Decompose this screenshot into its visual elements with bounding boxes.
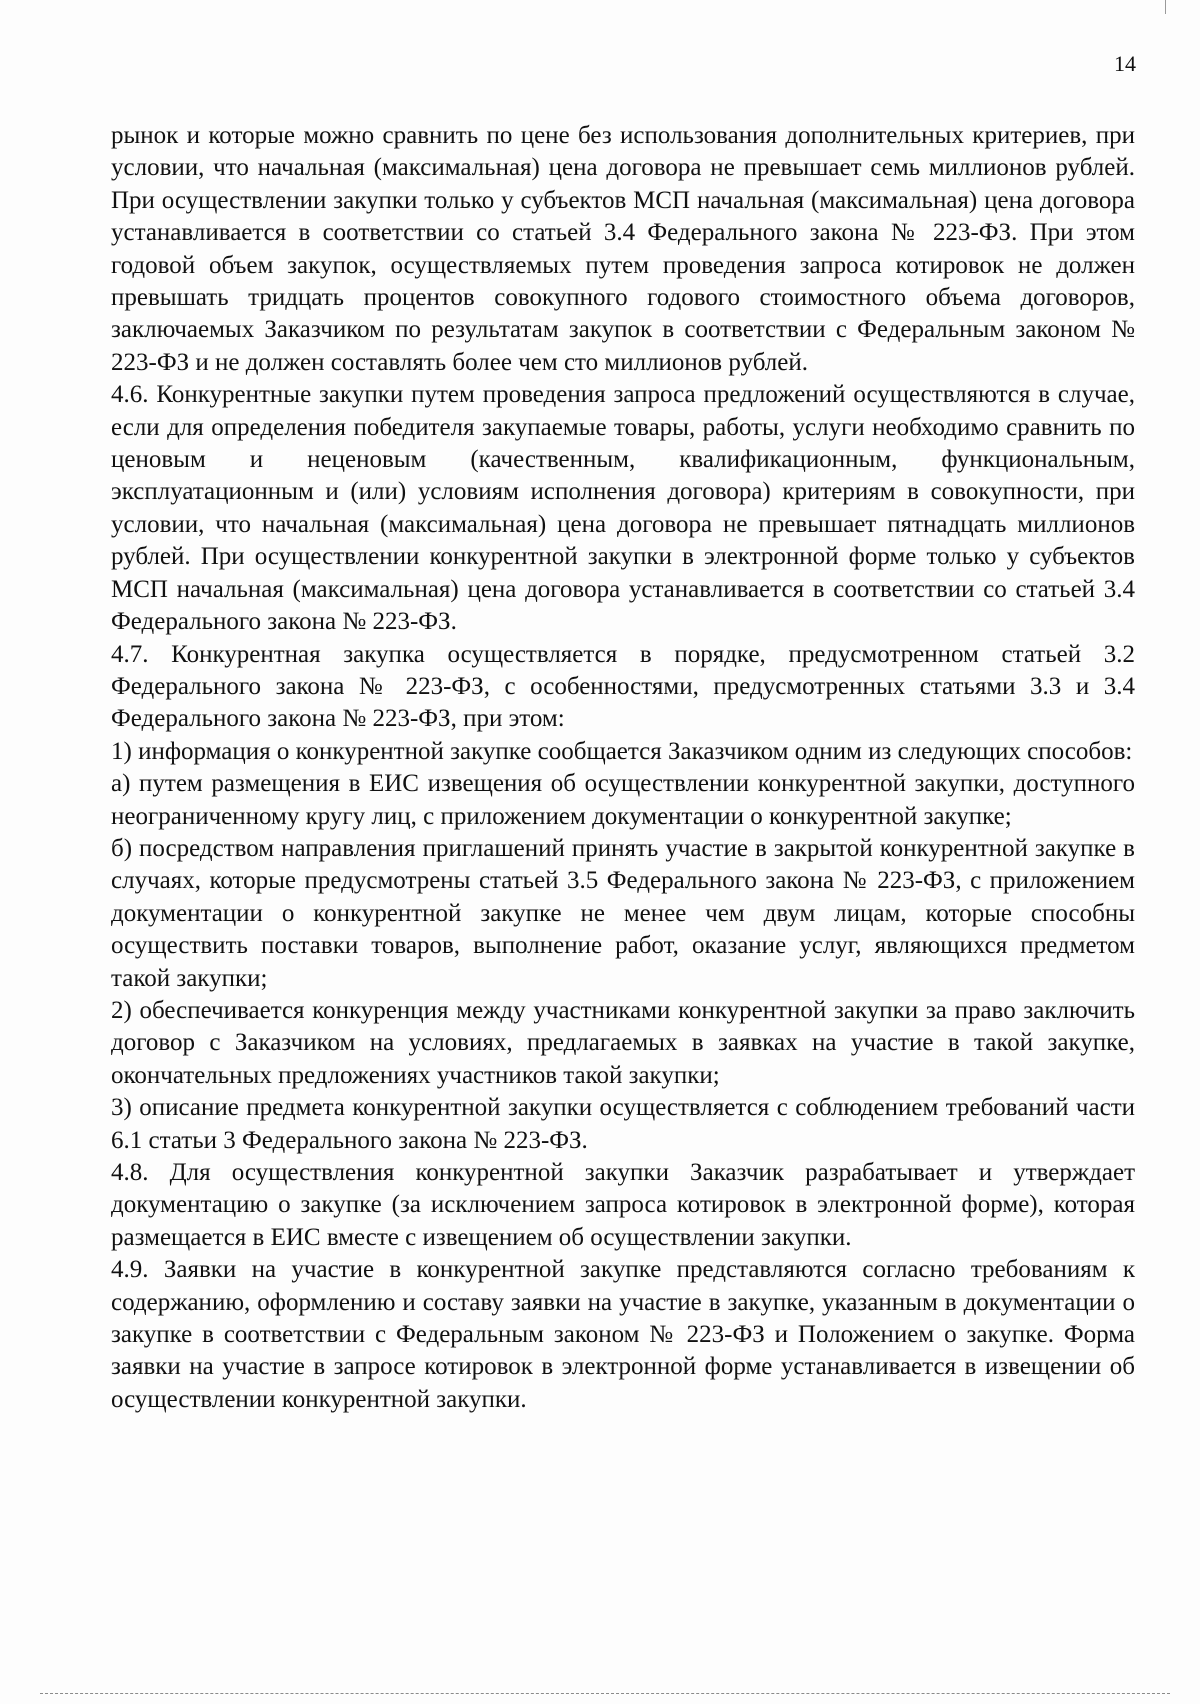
- paragraph-item-3: 3) описание предмета конкурентной закупки осуществляется с соблюдением требований части 6.1 статьи 3 Федерального закона № 223-ФЗ.: [111, 1094, 1135, 1154]
- paragraph-item-1b: б) посредством направления приглашений принять участие в закрытой конкурентной закупке в случаях, которые предусмотрены статьей 3.5 Федерального закона № 223-ФЗ, с приложением документации о конкурентной закупке не менее чем двум лицам, которые способны осуществить поставки товаров, выполнение работ, оказание услуг, являющихся предметом такой закупки;: [111, 834, 1135, 992]
- scan-edge-mark: [1165, 0, 1166, 14]
- paragraph-continuation: рынок и которые можно сравнить по цене без использования дополнительных критериев, при условии, что начальная (максимальная) цена договора не превышает семь миллионов рублей. При осуществлении закупки только у субъектов МСП начальная (максимальная) цена договора устанавливается в соответствии со статьей 3.4 Федерального закона № 223-ФЗ. При этом годовой объем закупок, осуществляемых путем проведения запроса котировок не должен превышать тридцать процентов совокупного годового стоимостного объема договоров, заключаемых Заказчиком по результатам закупок в соответствии с Федеральным законом № 223-ФЗ и не должен составлять более чем сто миллионов рублей.: [111, 122, 1135, 376]
- paragraph-4-6: 4.6. Конкурентные закупки путем проведения запроса предложений осуществляются в случае, если для определения победителя закупаемые товары, работы, услуги необходимо сравнить по ценовым и неценовым (качественным, квалификационным, функциональным, эксплуатационным и (или) условиям исполнения договора) критериям в совокупности, при условии, что начальная (максимальная) цена договора не превышает пятнадцать миллионов рублей. При осуществлении конкурентной закупки в электронной форме только у субъектов МСП начальная (максимальная) цена договора устанавливается в соответствии со статьей 3.4 Федерального закона № 223-ФЗ.: [111, 381, 1135, 636]
- scan-bottom-line: [40, 1693, 1170, 1694]
- paragraph-item-1: 1) информация о конкурентной закупке сообщается Заказчиком одним из следующих способов:: [111, 737, 1133, 765]
- paragraph-4-7: 4.7. Конкурентная закупка осуществляется в порядке, предусмотренном статьей 3.2 Федерального закона № 223-ФЗ, с особенностями, предусмотренных статьями 3.3 и 3.4 Федерального закона № 223-ФЗ, при этом:: [111, 640, 1135, 733]
- document-body: [111, 120, 1135, 1416]
- paragraph-item-1a: а) путем размещения в ЕИС извещения об осуществлении конкурентной закупки, доступного неограниченному кругу лиц, с приложением документации о конкурентной закупке;: [111, 770, 1135, 830]
- paragraph-4-9: 4.9. Заявки на участие в конкурентной закупке представляются согласно требованиям к содержанию, оформлению и составу заявки на участие в закупке, указанным в документации о закупке в соответствии с Федеральным законом № 223-ФЗ и Положением о закупке. Форма заявки на участие в запросе котировок в электронной форме устанавливается в извещении об осуществлении конкурентной закупки.: [111, 1256, 1135, 1413]
- paragraph-item-2: 2) обеспечивается конкуренция между участниками конкурентной закупки за право заключить договор с Заказчиком на условиях, предлагаемых в заявках на участие в такой закупке, окончательных предложениях участников такой закупки;: [111, 996, 1135, 1089]
- paragraph-4-8: 4.8. Для осуществления конкурентной закупки Заказчик разрабатывает и утверждает документацию о закупке (за исключением запроса котировок в электронной форме), которая размещается в ЕИС вместе с извещением об осуществлении закупки.: [111, 1159, 1135, 1251]
- page-number: 14: [1114, 51, 1136, 76]
